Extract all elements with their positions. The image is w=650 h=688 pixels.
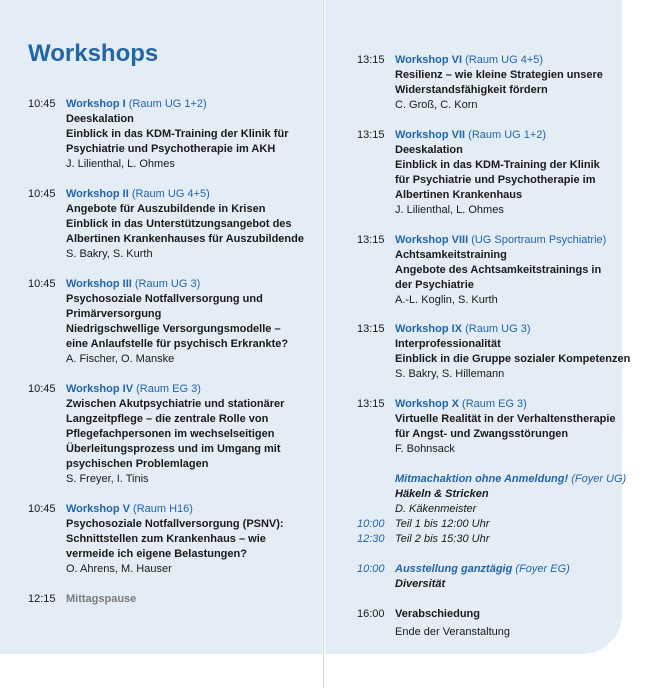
workshop-label: Workshop VI [395, 54, 463, 66]
workshop-entry [395, 397, 616, 457]
workshop-speakers: J. Lilienthal, L. Ohmes [66, 158, 175, 170]
mitmach-slot-text: Teil 2 bis 15:30 Uhr [395, 533, 490, 545]
workshop-label: Workshop VII [395, 129, 466, 141]
lunch-time: 12:15 [28, 593, 56, 605]
workshop-time: 10:45 [28, 188, 56, 200]
workshop-label: Workshop VIII [395, 234, 469, 246]
workshop-label: Workshop III [66, 278, 132, 290]
workshop-speakers: A. Fischer, O. Manske [66, 353, 175, 365]
workshop-entry [66, 277, 288, 367]
workshop-time: 10:45 [28, 98, 56, 110]
workshop-title-line: Interprofessionalität [395, 338, 501, 350]
workshop-title-line: Angebote für Auszubildende in Krisen [66, 203, 266, 215]
workshop-entry [66, 502, 284, 577]
workshop-title-line: Pflegefachpersonen im wechselseitigen [66, 428, 275, 440]
workshop-title-line: Schnittstellen zum Krankenhaus – wie [66, 533, 266, 545]
page-title: Workshops [28, 40, 159, 67]
column-divider [323, 0, 324, 688]
workshop-room: (Raum EG 3) [462, 398, 527, 410]
workshop-speakers: S. Bakry, S. Hillemann [395, 368, 505, 380]
lunch-label: Mittagspause [66, 593, 137, 605]
workshop-title-line: Angebote des Achtsamkeitstrainings in [395, 264, 602, 276]
workshop-title-line: psychischen Problemlagen [66, 458, 209, 470]
workshop-title-line: vermeide ich eigene Belastungen? [66, 548, 247, 560]
workshop-title-line: Albertinen Krankenhaus [395, 189, 523, 201]
workshop-speakers: S. Freyer, I. Tinis [66, 473, 149, 485]
workshop-entry [395, 128, 600, 218]
workshop-title-line: Einblick in das KDM-Training der Klinik [395, 159, 600, 171]
workshop-title-line: eine Anlaufstelle für psychisch Erkrankte? [66, 338, 289, 350]
closing-time: 16:00 [357, 608, 385, 620]
ausstellung-subtitle: Diversität [395, 578, 446, 590]
workshop-room: (Raum UG 3) [134, 278, 201, 290]
workshop-label: Workshop X [395, 398, 459, 410]
workshop-title-line: Widerstandsfähigkeit fördern [395, 84, 548, 96]
ausstellung-block [395, 562, 570, 592]
workshop-room: (UG Sportraum Psychiatrie) [471, 234, 607, 246]
ausstellung-time: 10:00 [357, 563, 385, 575]
workshop-title-line: Psychiatrie und Psychotherapie im AKH [66, 143, 276, 155]
workshop-room: (Raum EG 3) [136, 383, 201, 395]
workshop-room: (Raum UG 1+2) [468, 129, 547, 141]
mitmach-slot-time: 12:30 [357, 533, 385, 545]
workshop-title-line: Einblick in das Unterstützungsangebot des [66, 218, 292, 230]
workshop-title-line: Deeskalation [66, 113, 134, 125]
workshop-label: Workshop IV [66, 383, 134, 395]
workshop-title-line: Virtuelle Realität in der Verhaltenstherapie [395, 413, 616, 425]
workshop-label: Workshop IX [395, 323, 463, 335]
workshop-entry [395, 322, 630, 382]
closing-block [395, 607, 510, 640]
workshop-speakers: S. Bakry, S. Kurth [66, 248, 153, 260]
workshop-title-line: Albertinen Krankenhauses für Auszubildende [66, 233, 304, 245]
workshop-title-line: Resilienz – wie kleine Strategien unsere [395, 69, 603, 81]
workshop-time: 10:45 [28, 278, 56, 290]
workshop-speakers: O. Ahrens, M. Hauser [66, 563, 172, 575]
workshop-time: 13:15 [357, 234, 385, 246]
workshop-room: (Raum UG 4+5) [131, 188, 210, 200]
mitmach-room: (Foyer UG) [571, 473, 627, 485]
mitmach-person: D. Käkenmeister [395, 503, 477, 515]
workshop-title-line: Deeskalation [395, 144, 463, 156]
closing-sub: Ende der Veranstaltung [395, 626, 510, 638]
workshop-time: 13:15 [357, 398, 385, 410]
workshop-room: (Raum H16) [133, 503, 193, 515]
workshop-entry [395, 53, 603, 113]
workshop-title-line: Überleitungsprozess und im Umgang mit [66, 443, 281, 455]
workshop-label: Workshop V [66, 503, 130, 515]
workshop-title-line: der Psychiatrie [395, 279, 474, 291]
workshop-time: 13:15 [357, 54, 385, 66]
workshop-speakers: F. Bohnsack [395, 443, 455, 455]
workshop-title-line: Achtsamkeitstraining [395, 249, 507, 261]
workshop-title-line: Zwischen Akutpsychiatrie und stationärer [66, 398, 285, 410]
workshop-label: Workshop I [66, 98, 126, 110]
workshop-speakers: A.-L. Koglin, S. Kurth [395, 294, 498, 306]
workshop-title-line: Psychosoziale Notfallversorgung (PSNV): [66, 518, 284, 530]
mitmach-slot-time: 10:00 [357, 518, 385, 530]
workshop-title-line: Primärversorgung [66, 308, 162, 320]
workshop-speakers: C. Groß, C. Korn [395, 99, 478, 111]
mitmach-label: Mitmachaktion ohne Anmeldung! [395, 473, 569, 485]
workshop-title-line: Niedrigschwellige Versorgungsmodelle – [66, 323, 281, 335]
workshop-time: 10:45 [28, 503, 56, 515]
workshop-time: 10:45 [28, 383, 56, 395]
workshop-title-line: Einblick in die Gruppe sozialer Kompetenzen [395, 353, 631, 365]
workshop-title-line: für Angst- und Zwangsstörungen [395, 428, 569, 440]
workshop-title-line: Psychosoziale Notfallversorgung und [66, 293, 263, 305]
mitmach-subtitle: Häkeln & Stricken [395, 488, 489, 500]
ausstellung-label: Ausstellung ganztägig [395, 563, 513, 575]
workshop-entry [66, 382, 284, 487]
mitmach-block [395, 472, 626, 517]
mitmach-slot-text: Teil 1 bis 12:00 Uhr [395, 518, 490, 530]
workshop-label: Workshop II [66, 188, 129, 200]
workshop-room: (Raum UG 1+2) [128, 98, 207, 110]
workshop-title-line: für Psychiatrie und Psychotherapie im [395, 174, 596, 186]
workshop-title-line: Einblick in das KDM-Training der Klinik für [66, 128, 289, 140]
workshop-entry [66, 97, 288, 172]
ausstellung-room: (Foyer EG) [515, 563, 570, 575]
workshop-entry [66, 187, 304, 262]
workshop-title-line: Langzeitpflege – die zentrale Rolle von [66, 413, 269, 425]
closing-label: Verabschiedung [395, 608, 480, 620]
workshop-room: (Raum UG 3) [465, 323, 531, 335]
workshop-entry [395, 233, 606, 308]
workshop-time: 13:15 [357, 129, 385, 141]
workshop-time: 13:15 [357, 323, 385, 335]
workshop-speakers: J. Lilienthal, L. Ohmes [395, 204, 504, 216]
workshop-room: (Raum UG 4+5) [465, 54, 544, 66]
